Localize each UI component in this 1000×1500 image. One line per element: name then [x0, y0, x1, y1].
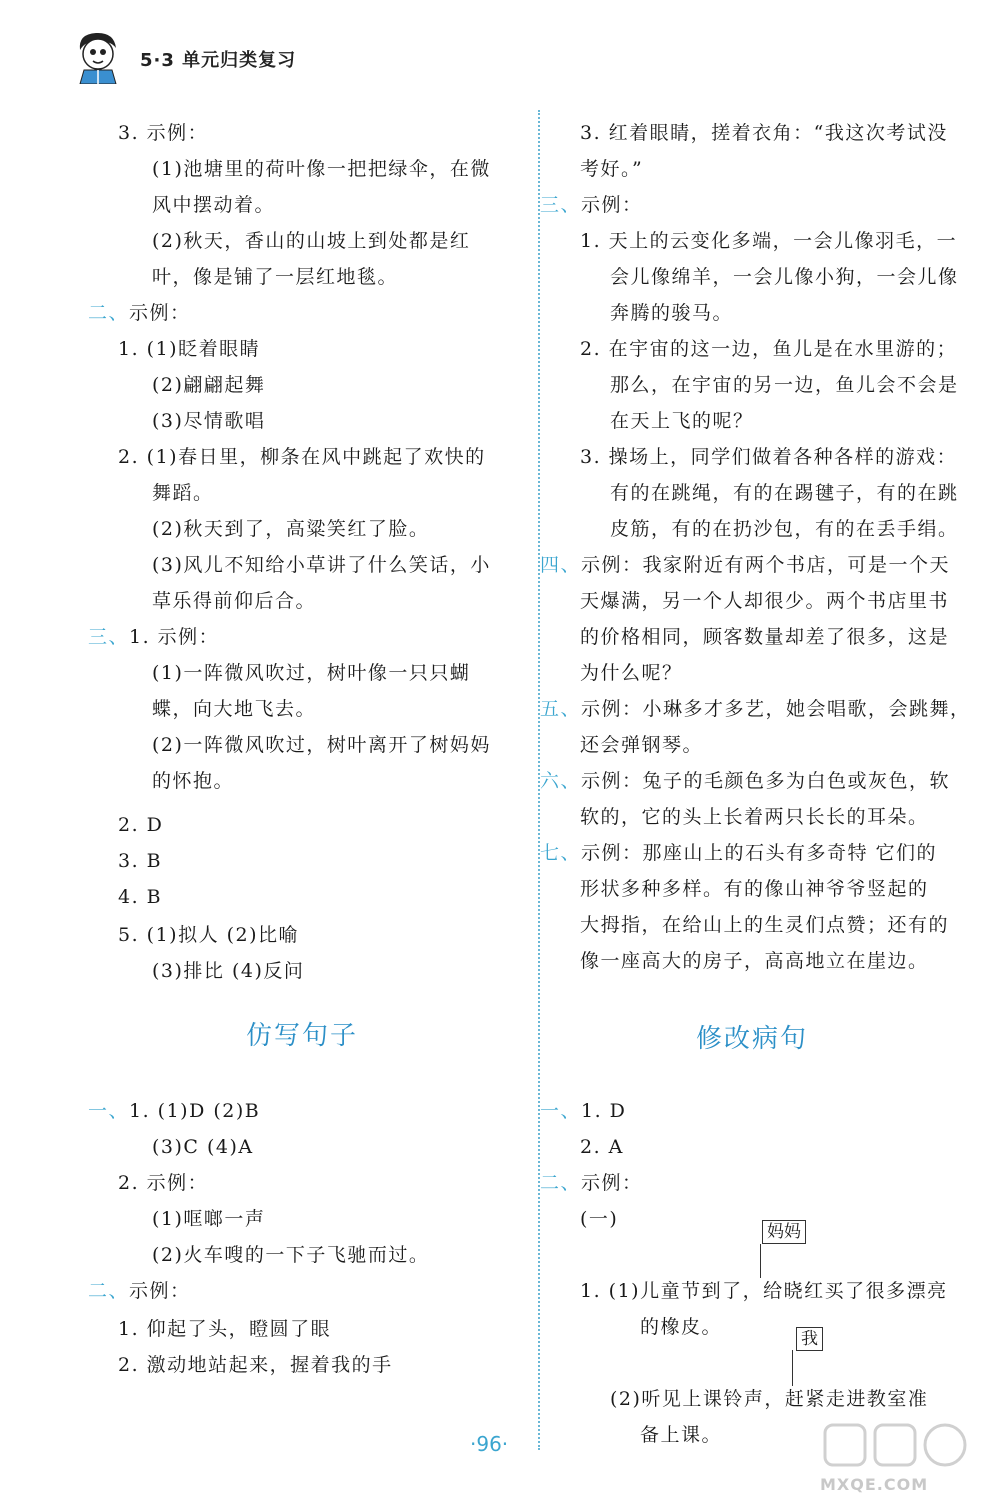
- right-text-line: 有的在跳绳，有的在踢毽子，有的在跳: [610, 482, 959, 504]
- right-text-line: 一、1. D: [540, 1100, 627, 1122]
- left-text-line: 草乐得前仰后合。: [152, 590, 317, 612]
- left-text-line: (2)秋天到了，高粱笑红了脸。: [152, 518, 430, 540]
- right-text-line: 在天上飞的呢？: [610, 410, 754, 432]
- cartoon-boy-icon: [70, 28, 126, 84]
- left-text-line: 2. D: [118, 814, 164, 836]
- right-text-line: 的价格相同，顾客数量却差了很多，这是: [580, 626, 950, 648]
- left-text-line: (3)尽情歌唱: [152, 410, 266, 432]
- insert-caret: [760, 1244, 761, 1278]
- right-text-line: (2)听见上课铃声，赶紧走进教室准: [610, 1388, 929, 1410]
- left-text-line: (3)排比 (4)反问: [152, 960, 305, 982]
- left-text-line: 2. 示例：: [118, 1172, 209, 1194]
- right-text-line: 为什么呢？: [580, 662, 683, 684]
- right-text-line: 那么，在宇宙的另一边，鱼儿会不会是: [610, 374, 959, 396]
- right-text-line: 2. A: [580, 1136, 624, 1158]
- section-title-correct-sentences: 修改病句: [696, 1024, 809, 1054]
- left-text-line: 舞蹈。: [152, 482, 214, 504]
- left-text-line: 1. (1)眨着眼睛: [118, 338, 261, 360]
- left-text-line: 3. 示例：: [118, 122, 209, 144]
- left-text-line: 一、1. (1)D (2)B: [88, 1100, 261, 1122]
- left-text-line: (1)池塘里的荷叶像一把把绿伞，在微: [152, 158, 491, 180]
- right-text-line: 还会弹钢琴。: [580, 734, 704, 756]
- left-text-line: (3)风儿不知给小草讲了什么笑话，小: [152, 554, 491, 576]
- page-header: [70, 28, 470, 88]
- left-text-line: 的怀抱。: [152, 770, 235, 792]
- watermark-url: MXQE.COM: [820, 1475, 929, 1494]
- right-text-line: 2. 在宇宙的这一边，鱼儿是在水里游的；: [580, 338, 958, 360]
- left-text-line: (2)火车嗖的一下子飞驰而过。: [152, 1244, 430, 1266]
- section-number: 七、: [540, 842, 582, 864]
- right-text-line: 七、示例：那座山上的石头有多奇特 它们的: [540, 842, 938, 864]
- insert-mark-wo: 我: [796, 1327, 823, 1351]
- section-number: 二、: [88, 302, 130, 324]
- section-number: 六、: [540, 770, 582, 792]
- section-number: 四、: [540, 554, 582, 576]
- left-text-line: 二、示例：: [88, 302, 191, 324]
- right-text-line: 考好。”: [580, 158, 644, 180]
- left-text-line: 三、1. 示例：: [88, 626, 220, 648]
- right-text-line: 大拇指，在给山上的生灵们点赞；还有的: [580, 914, 950, 936]
- section-number: 三、: [540, 194, 582, 216]
- section-number: 一、: [88, 1100, 130, 1122]
- left-text-line: 2. (1)春日里，柳条在风中跳起了欢快的: [118, 446, 486, 468]
- insert-mark-mama: 妈妈: [762, 1220, 806, 1244]
- right-text-line: 1. (1)儿童节到了，给晓红买了很多漂亮: [580, 1280, 948, 1302]
- section-number: 二、: [540, 1172, 582, 1194]
- section-number: 五、: [540, 698, 582, 720]
- insert-caret: [792, 1350, 793, 1386]
- left-text-line: 5. (1)拟人 (2)比喻: [118, 924, 300, 946]
- right-text-line: 二、示例：: [540, 1172, 643, 1194]
- right-text-line: 3. 红着眼睛，搓着衣角：“我这次考试没: [580, 122, 948, 144]
- left-text-line: 2. 激动地站起来，握着我的手: [118, 1354, 393, 1376]
- left-text-line: (2)秋天，香山的山坡上到处都是红: [152, 230, 471, 252]
- section-number: 二、: [88, 1280, 130, 1302]
- left-text-line: 1. 仰起了头，瞪圆了眼: [118, 1318, 332, 1340]
- right-text-line: 会儿像绵羊，一会儿像小狗，一会儿像: [610, 266, 959, 288]
- left-text-line: 3. B: [118, 850, 163, 872]
- left-text-line: 蝶，向大地飞去。: [152, 698, 317, 720]
- right-text-line: 奔腾的骏马。: [610, 302, 734, 324]
- section-number: 一、: [540, 1100, 582, 1122]
- right-text-line: 天爆满，另一个人却很少。两个书店里书: [580, 590, 950, 612]
- left-text-line: (1)一阵微风吹过，树叶像一只只蝴: [152, 662, 471, 684]
- right-text-line: 备上课。: [640, 1424, 723, 1446]
- left-text-line: (2)一阵微风吹过，树叶离开了树妈妈: [152, 734, 491, 756]
- left-text-line: (2)翩翩起舞: [152, 374, 266, 396]
- right-text-line: 1. 天上的云变化多端，一会儿像羽毛，一: [580, 230, 958, 252]
- right-text-line: 软的，它的头上长着两只长长的耳朵。: [580, 806, 929, 828]
- right-text-line: 六、示例：兔子的毛颜色多为白色或灰色，软: [540, 770, 951, 792]
- section-number: 三、: [88, 626, 130, 648]
- right-text-line: 形状多种多样。有的像山神爷爷竖起的: [580, 878, 929, 900]
- left-text-line: 4. B: [118, 886, 163, 908]
- left-text-line: (1)哐啷一声: [152, 1208, 266, 1230]
- right-text-line: 皮筋，有的在扔沙包，有的在丢手绢。: [610, 518, 959, 540]
- right-text-line: 3. 操场上，同学们做着各种各样的游戏：: [580, 446, 958, 468]
- left-text-line: 风中摆动着。: [152, 194, 276, 216]
- right-text-line: 三、示例：: [540, 194, 643, 216]
- right-text-line: 的橡皮。: [640, 1316, 723, 1338]
- page-number: ·96·: [470, 1432, 509, 1456]
- left-text-line: 二、示例：: [88, 1280, 191, 1302]
- left-text-line: 叶，像是铺了一层红地毯。: [152, 266, 399, 288]
- right-text-line: 像一座高大的房子，高高地立在崖边。: [580, 950, 929, 972]
- right-text-line: 四、示例：我家附近有两个书店，可是一个天: [540, 554, 951, 576]
- section-title-imitate-sentences: 仿写句子: [246, 1021, 359, 1051]
- header-title: 5·3 单元归类复习: [140, 50, 297, 71]
- right-text-line: 五、示例：小琳多才多艺，她会唱歌，会跳舞，: [540, 698, 971, 720]
- right-text-line: (一): [580, 1208, 619, 1230]
- left-text-line: (3)C (4)A: [152, 1136, 254, 1158]
